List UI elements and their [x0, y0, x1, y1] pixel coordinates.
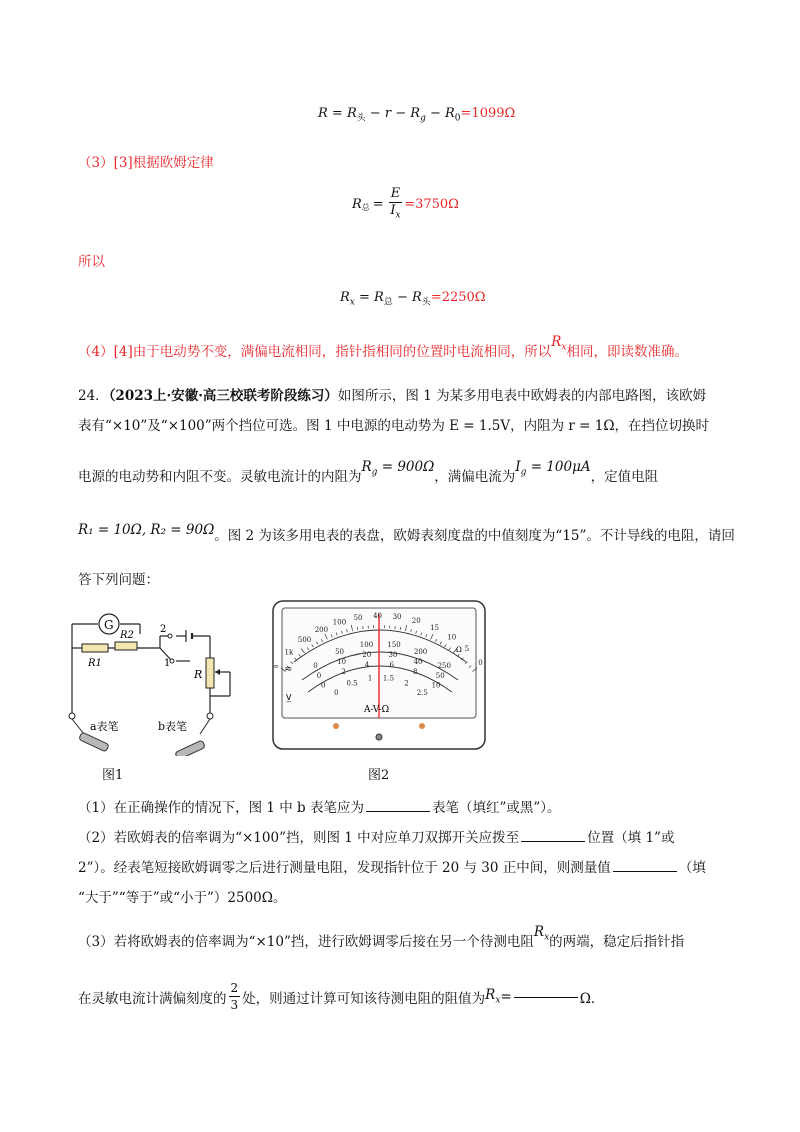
svg-text:2: 2 [160, 624, 167, 635]
meter-screw-right [419, 723, 425, 729]
ohm-scale-label: 15 [430, 623, 440, 632]
ohm-scale-label: 100 [332, 618, 347, 627]
svg-text:a表笔: a表笔 [90, 720, 119, 733]
low-scale-label: 0 [334, 688, 339, 697]
low-scale-label: 0.5 [346, 679, 358, 688]
dc-scale-label-inner: 10 [431, 681, 441, 690]
dc-scale-label-mid: 30 [388, 650, 398, 659]
dc-scale-label-inner: 8 [413, 668, 418, 676]
svg-text:R2: R2 [120, 630, 134, 641]
ohm-scale-label: 30 [392, 613, 402, 622]
so-label: 所以 [78, 254, 105, 270]
question-3-line-1: （3）若将欧姆表的倍率调为“×10”挡，进行欧姆调零后接在另一个待测电阻$R_x$的两端，稳定后指针指 [78, 924, 685, 950]
eq3-result: =2250Ω [430, 290, 486, 305]
dc-scale-label-mid: 10 [337, 658, 347, 667]
dc-scale-label-outer: 100 [359, 640, 374, 649]
eq1-result: =1099Ω [460, 106, 516, 121]
q2-blank-2[interactable] [613, 870, 677, 872]
ohm-scale-label: 40 [373, 612, 383, 620]
svg-text:G: G [104, 618, 114, 632]
q3-blank[interactable] [514, 996, 578, 998]
low-scale-label: 1 [367, 674, 373, 683]
meter-tick [400, 627, 401, 630]
problem-line-4: R₁ = 10Ω, R₂ = 90Ω。图 2 为该多用电表的表盘，欧姆表刻度盘的中值刻度为“15”。不计导线的电阻，请回 [78, 522, 735, 544]
ohm-scale-label: 500 [297, 635, 312, 644]
meter-tick [357, 627, 358, 630]
svg-text:R1: R1 [88, 658, 102, 669]
low-scale-label: 2 [404, 679, 409, 688]
ohm-scale-label: 20 [411, 617, 421, 626]
dc-scale-label-outer: 50 [335, 648, 345, 657]
dc-scale-label-inner: 0 [321, 681, 326, 690]
figure-2-caption: 图2 [368, 768, 390, 783]
dc-scale-label-mid: 20 [362, 650, 372, 659]
equation-1: $R = R_头 - r - R_g - R_0=1099\Omega$ [318, 106, 516, 124]
low-scale-label: 2.5 [416, 688, 428, 697]
ohm-scale-label: 200 [314, 625, 329, 634]
meter-mode-label: A-V-Ω [364, 705, 390, 715]
dc-scale-label-outer: 200 [413, 648, 428, 657]
problem-line-2: 表有“×10”及“×100”两个挡位可选。图 1 中电源的电动势为 E = 1.5V，内阻为 r = 1Ω，在挡位切换时 [78, 418, 710, 434]
rheostat-r [206, 658, 214, 688]
svg-text:1: 1 [164, 658, 171, 669]
problem-line-5: 答下列问题： [78, 572, 159, 588]
ohm-scale-label: ∞ [273, 662, 280, 671]
r2-resistor [115, 642, 137, 650]
svg-text:V̲: V̲ [286, 693, 292, 702]
meter-screw-left [333, 723, 339, 729]
figure-2-meter [272, 600, 486, 750]
ohm-scale-label: 0 [478, 659, 483, 668]
q3-fraction: $\frac{2}{3}$ [230, 981, 239, 1012]
ohm-scale-label: 10 [447, 633, 457, 642]
dc-scale-label-outer: 150 [387, 640, 401, 649]
r1-resistor [82, 644, 108, 652]
svg-text:≂: ≂ [284, 664, 293, 675]
dc-scale-label-inner: 6 [389, 660, 394, 669]
question-2-line-3: “大于”“等于”或“小于”）2500Ω。 [78, 890, 287, 906]
problem-line-3: 电源的电动势和内阻不变。灵敏电流计的内阻为$R_g = 900\Omega$，满偏电流为$I_g = 100\mu A$，定值电阻 [78, 459, 659, 485]
low-scale-label: 1.5 [382, 674, 395, 683]
dc-scale-label-inner: 2 [341, 668, 346, 676]
svg-text:R: R [194, 668, 203, 681]
question-1: （1）在正确操作的情况下，图 1 中 b 表笔应为 表笔（填红”或黑”）。 [78, 800, 561, 816]
question-3-line-2: 在灵敏电流计满偏刻度的 $\frac{2}{3}$ 处，则通过计算可知该待测电阻的阻值为 $R_x$ = Ω． [78, 981, 605, 1012]
dc-scale-label-mid: 50 [435, 672, 445, 680]
equation-2: R $_总$ = $\frac{E}{I_x}$ =3750Ω [352, 186, 459, 224]
svg-text:Ω: Ω [456, 646, 462, 654]
step3-label: （3）[3]根据欧姆定律 [78, 155, 214, 171]
dc-scale-label-inner: 4 [364, 660, 370, 669]
dc-scale-label-outer: 0 [313, 662, 318, 670]
ohm-scale-label: 50 [353, 613, 363, 622]
eq2-fraction: $\frac{E}{I_x}$ [390, 186, 401, 221]
zero-adjust-knob[interactable] [376, 734, 382, 740]
step4-text: （4）[4]由于电动势不变，满偏电流相同，指针指相同的位置时电流相同，所以$R_x$相同，即读数准确。 [78, 334, 688, 360]
svg-text:b表笔: b表笔 [158, 720, 188, 733]
dc-scale-label-outer: 250 [437, 662, 451, 670]
dc-scale-label-mid: 0 [316, 672, 322, 680]
ohm-scale-label: 1k [284, 648, 294, 657]
dc-scale-label-mid: 40 [413, 658, 423, 667]
question-2-line-2: 2”）。经表笔短接欧姆调零之后进行测量电阻，发现指针位于 20 与 30 正中间，则测量值 （填 [78, 860, 706, 876]
q2-blank-1[interactable] [521, 840, 585, 842]
ohm-scale-label: 5 [464, 645, 470, 654]
eq2-result: =3750Ω [404, 197, 459, 213]
problem-line-1: 24．（2023上·安徽·高三校联考阶段练习）如图所示，图 1 为某多用电表中欧姆表的内部电路图，该欧姆 [78, 388, 707, 404]
figure-1-circuit [60, 606, 260, 756]
equation-3: $R_x = R_总 - R_头=2250\Omega$ [340, 290, 486, 308]
q1-blank[interactable] [366, 810, 430, 812]
figure-1-caption: 图1 [102, 768, 124, 783]
question-2-line-1: （2）若欧姆表的倍率调为“×100”挡，则图 1 中对应单刀双掷开关应拨至 位置（填 1”或 [78, 830, 675, 846]
